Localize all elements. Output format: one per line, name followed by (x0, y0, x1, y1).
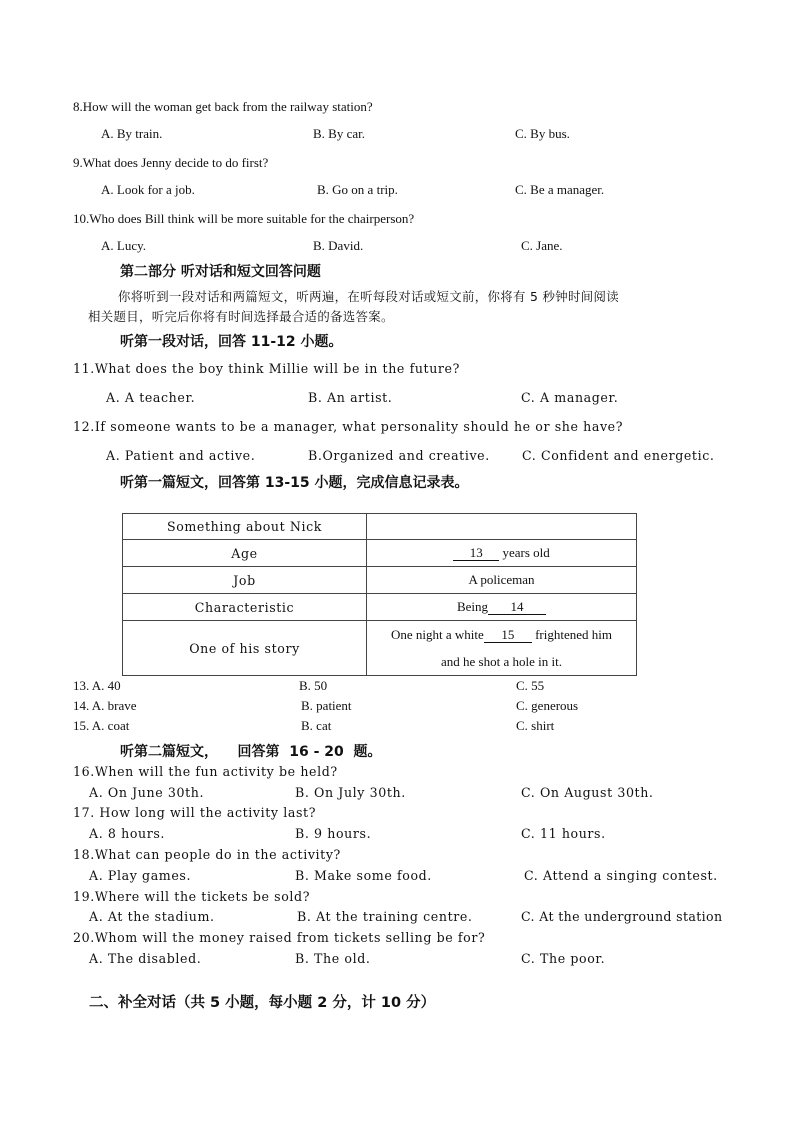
q10-option-b: B. David. (313, 238, 364, 253)
age-label: Age (231, 545, 258, 561)
q17-option-c: C. 11 hours. (521, 826, 606, 841)
q17-option-a: A. 8 hours. (89, 826, 166, 841)
q16-option-a: A. On June 30th. (89, 785, 205, 800)
part2-heading: 第二部分 听对话和短文回答问题 (120, 264, 321, 280)
q12-option-c: C. Confident and energetic. (522, 448, 715, 463)
question-20: 20.Whom will the money raised from tickets selling be for? (73, 930, 486, 945)
q12-option-a: A. Patient and active. (106, 448, 256, 463)
q11-option-a: A. A teacher. (106, 390, 196, 405)
blank-15[interactable]: 15 (484, 628, 532, 643)
part2-instructions-line1: 你将听到一段对话和两篇短文，听两遍，在听每段对话或短文前，你将有 5 秒钟时间阅读 (118, 289, 619, 304)
dialogue1-heading: 听第一段对话，回答 11-12 小题。 (120, 334, 343, 350)
q9-option-a: A. Look for a job. (101, 182, 195, 197)
q14-option-a: 14. A. brave (73, 698, 137, 713)
table-value-job (367, 567, 637, 594)
q19-option-c: C. At the underground station (521, 909, 723, 924)
q19-option-a: A. At the stadium. (89, 909, 215, 924)
table-title: Something about Nick (166, 519, 323, 534)
q9-option-b: B. Go on a trip. (317, 182, 398, 197)
part2-instructions-line2: 相关题目，听完后你将有时间选择最合适的备选答案。 (88, 309, 394, 324)
passage1-heading: 听第一篇短文，回答第 13-15 小题，完成信息记录表。 (120, 475, 469, 491)
q11-option-c: C. A manager. (521, 390, 619, 405)
table-value-age (367, 540, 637, 567)
story-label: One of his story (189, 640, 300, 656)
q14-option-c: C. generous (516, 698, 579, 713)
q8-option-b: B. By car. (313, 126, 365, 141)
job-value: A policeman (468, 572, 535, 587)
q9-option-c: C. Be a manager. (515, 182, 605, 197)
blank-14[interactable]: 14 (488, 600, 546, 615)
table-label-story (123, 621, 367, 676)
q20-option-a: A. The disabled. (89, 951, 202, 966)
q15-option-a: 15. A. coat (73, 718, 130, 733)
q18-option-c: C. Attend a singing contest. (524, 868, 718, 883)
q11-option-b: B. An artist. (308, 390, 393, 405)
question-12: 12.If someone wants to be a manager, what personality should he or she have? (73, 419, 624, 434)
story-prefix: One night a white (391, 627, 484, 642)
question-19: 19.Where will the tickets be sold? (73, 889, 311, 904)
q8-option-c: C. By bus. (515, 126, 570, 141)
table-label-job (123, 567, 367, 594)
q18-option-b: B. Make some food. (295, 868, 432, 883)
table-label-characteristic (123, 594, 367, 621)
question-9: 9.What does Jenny decide to do first? (73, 155, 269, 170)
blank-13[interactable]: 13 (453, 546, 499, 561)
story-suffix: frightened him (535, 627, 612, 642)
job-label: Job (233, 572, 256, 588)
q14-option-b: B. patient (301, 698, 352, 713)
q13-option-a: 13. A. 40 (73, 678, 121, 693)
age-suffix: years old (502, 545, 550, 560)
q19-option-b: B. At the training centre. (297, 909, 473, 924)
question-18: 18.What can people do in the activity? (73, 847, 341, 862)
q12-option-b: B.Organized and creative. (308, 448, 490, 463)
q16-option-c: C. On August 30th. (521, 785, 654, 800)
info-record-table (122, 513, 637, 676)
q20-option-c: C. The poor. (521, 951, 606, 966)
q15-option-c: C. shirt (516, 718, 555, 733)
q8-option-a: A. By train. (101, 126, 163, 141)
characteristic-label: Characteristic (194, 599, 295, 615)
question-10: 10.Who does Bill think will be more suitable for the chairperson? (73, 211, 415, 226)
q13-option-b: B. 50 (299, 678, 328, 693)
story-line1 (367, 621, 636, 648)
question-11: 11.What does the boy think Millie will be in the future? (73, 361, 460, 376)
table-label-age (123, 540, 367, 567)
passage2-heading: 听第二篇短文， 回答第 16 - 20 题。 (120, 744, 382, 760)
q10-option-c: C. Jane. (521, 238, 563, 253)
q13-option-c: C. 55 (516, 678, 545, 693)
table-value-story (367, 621, 637, 676)
q15-option-b: B. cat (301, 718, 332, 733)
q16-option-b: B. On July 30th. (295, 785, 406, 800)
section2-heading: 二、补全对话（共 5 小题，每小题 2 分，计 10 分） (89, 995, 436, 1011)
q17-option-b: B. 9 hours. (295, 826, 372, 841)
question-16: 16.When will the fun activity be held? (73, 764, 338, 779)
q10-option-a: A. Lucy. (101, 238, 147, 253)
question-17: 17. How long will the activity last? (73, 805, 317, 820)
characteristic-prefix: Being (456, 599, 489, 614)
table-title-value-cell (367, 514, 637, 540)
story-line2: and he shot a hole in it. (441, 654, 562, 669)
table-title-cell (123, 514, 367, 540)
table-value-characteristic (367, 594, 637, 621)
q18-option-a: A. Play games. (89, 868, 192, 883)
question-8: 8.How will the woman get back from the railway station? (73, 99, 373, 114)
q20-option-b: B. The old. (295, 951, 371, 966)
